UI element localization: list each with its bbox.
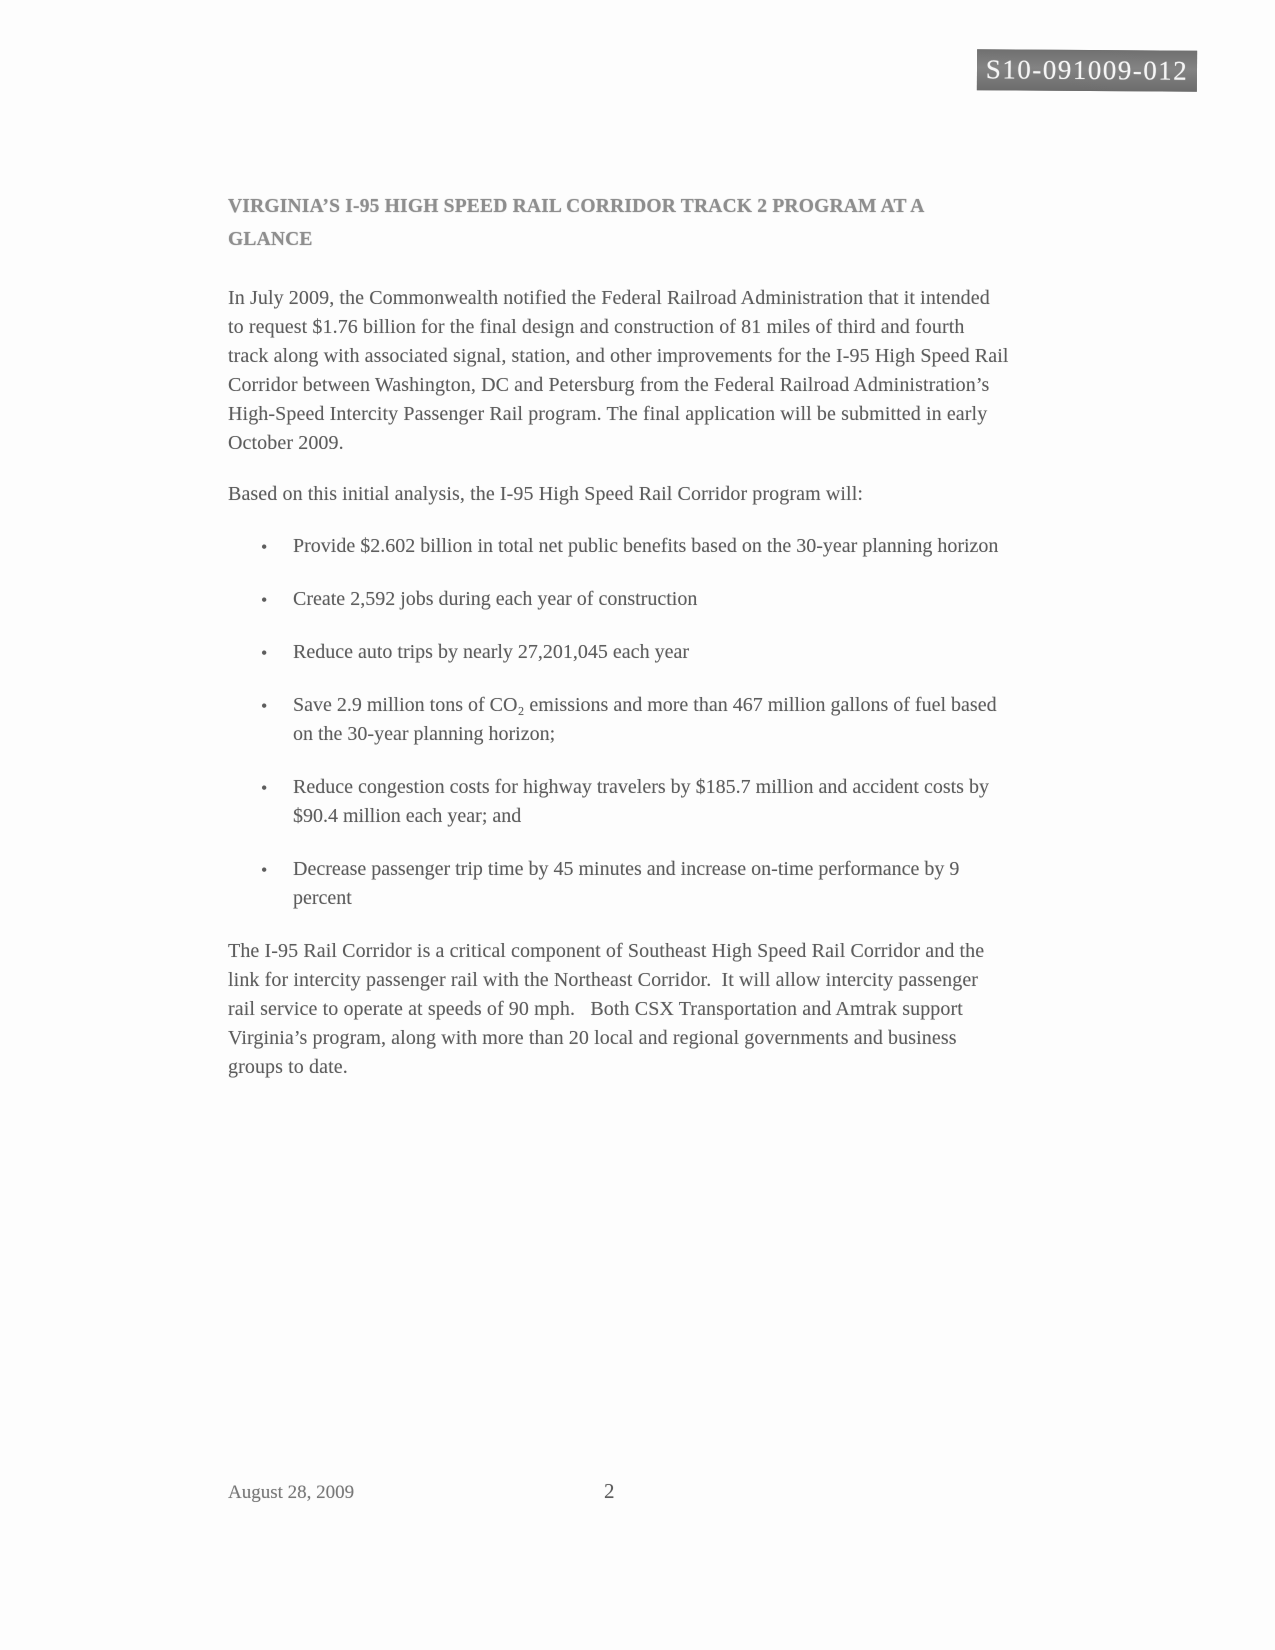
lead-in-paragraph: Based on this initial analysis, the I-95 High Speed Rail Corridor program will: (228, 483, 864, 505)
list-item-text: Reduce auto trips by nearly 27,201,045 each year (293, 641, 689, 663)
closing-paragraph: The I-95 Rail Corridor is a critical component of Southeast High Speed Rail Corridor and the link for intercity passenger rail with the Northeast Corridor. It will allow intercity passenger rail service to operate at speeds of 90 mph. Both CSX Transportation and Amtrak support Virginia’s program, along with more than 20 local and regional governments and business groups to date. (228, 940, 990, 1078)
list-item-text: Reduce congestion costs for highway travelers by $185.7 million and accident costs by $90.4 million each year; and (293, 776, 989, 827)
document-id-stamp: S10-091009-012 (977, 49, 1197, 92)
document-title: VIRGINIA’S I-95 HIGH SPEED RAIL CORRIDOR TRACK 2 PROGRAM AT A GLANCE (228, 196, 924, 250)
list-item-text: Decrease passenger trip time by 45 minutes and increase on-time performance by 9 percent (293, 858, 960, 909)
bullet-icon: • (261, 860, 268, 880)
list-item-text: Create 2,592 jobs during each year of construction (293, 588, 698, 610)
bullet-icon: • (261, 643, 268, 663)
list-item-text: Save 2.9 million tons of CO₂ emissions and more than 467 million gallons of fuel based on the 30-year planning horizon; (293, 694, 997, 745)
bullet-icon: • (261, 696, 268, 716)
benefits-list (228, 532, 1010, 913)
footer-date: August 28, 2009 (228, 1482, 355, 1503)
list-item (228, 691, 1010, 749)
intro-paragraph: In July 2009, the Commonwealth notified the Federal Railroad Administration that it intended to request $1.76 billion for the final design and construction of 81 miles of third and fourth track along with associated signal, station, and other improvements for the I-95 High Speed Rail Corridor between Washington, DC and Petersburg from the Federal Railroad Administration’s High-Speed Intercity Passenger Rail program. The final application will be submitted in early October 2009. (228, 287, 1014, 454)
bullet-icon: • (261, 778, 268, 798)
list-item (228, 638, 1010, 667)
list-item-text: Provide $2.602 billion in total net public benefits based on the 30-year planning horizon (293, 535, 999, 557)
document-content (228, 0, 1014, 1082)
list-item (228, 585, 1010, 614)
list-item (228, 532, 1010, 561)
bullet-icon: • (261, 537, 268, 557)
page-number: 2 (604, 1479, 615, 1503)
list-item (228, 773, 1010, 831)
list-item (228, 855, 1010, 913)
bullet-icon: • (261, 590, 268, 610)
